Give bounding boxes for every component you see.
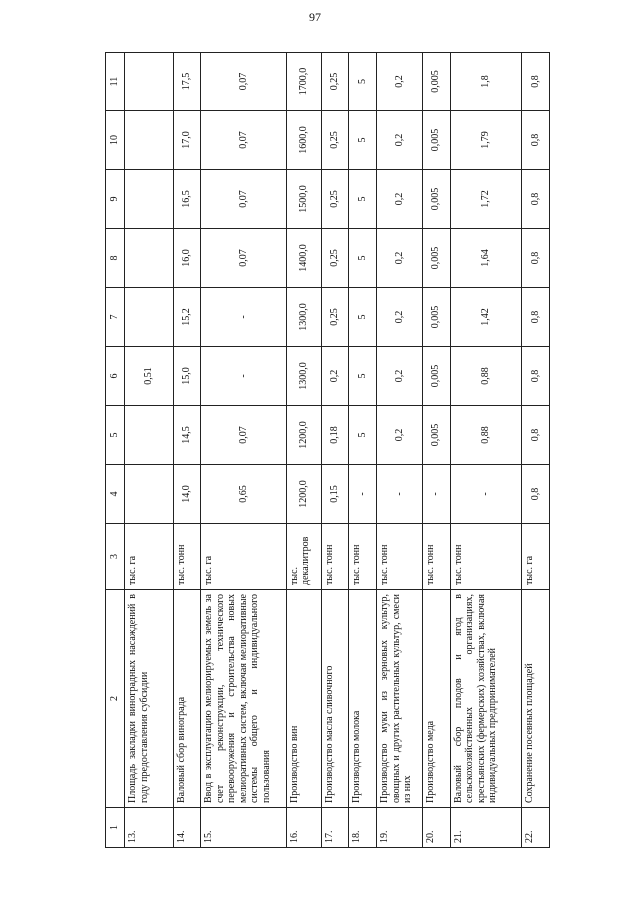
table-row: [125, 53, 174, 848]
table-row: [377, 53, 423, 848]
table-row: [450, 53, 522, 848]
value-cell: 0,8: [522, 111, 550, 170]
value-cell: 5: [349, 111, 377, 170]
table-container: [105, 53, 550, 848]
header-cell: 5: [106, 406, 125, 465]
value-cell: 0,2: [377, 53, 423, 111]
value-cell: 1,72: [450, 170, 522, 229]
row-number: 14.: [173, 808, 201, 848]
value-cell: 1300,0: [286, 347, 321, 406]
value-cell: 14,5: [173, 406, 201, 465]
value-cell: 0,88: [450, 347, 522, 406]
value-cell: 0,18: [321, 406, 349, 465]
row-number: 17.: [321, 808, 349, 848]
value-cell: 0,005: [422, 406, 450, 465]
header-cell: 4: [106, 465, 125, 524]
unit-cell: тыс. тонн: [321, 524, 349, 590]
row-number: 22.: [522, 808, 550, 848]
value-cell: 5: [349, 229, 377, 288]
value-cell: 5: [349, 406, 377, 465]
value-cell: 16,0: [173, 229, 201, 288]
header-cell: 1: [106, 808, 125, 848]
value-cell: 0,8: [522, 406, 550, 465]
indicator-name: Производство муки из зерновых культур, овощных и других растительных культур, смеси из них: [377, 590, 423, 808]
indicator-name: Производство меда: [422, 590, 450, 808]
value-cell: -: [201, 288, 287, 347]
value-cell: 0,8: [522, 53, 550, 111]
value-cell: 0,25: [321, 288, 349, 347]
table-row: [173, 53, 201, 848]
value-cell: 1300,0: [286, 288, 321, 347]
value-cell: 1600,0: [286, 111, 321, 170]
value-cell: 0,25: [321, 229, 349, 288]
value-cell: 0,25: [321, 170, 349, 229]
value-cell: [125, 111, 174, 170]
value-cell: 0,005: [422, 229, 450, 288]
value-cell: [125, 288, 174, 347]
indicator-name: Производство молока: [349, 590, 377, 808]
value-cell: 0,2: [377, 347, 423, 406]
unit-cell: тыс. га: [522, 524, 550, 590]
row-number: 13.: [125, 808, 174, 848]
table-row: [201, 53, 287, 848]
unit-cell: тыс. тонн: [349, 524, 377, 590]
value-cell: 1,42: [450, 288, 522, 347]
value-cell: -: [201, 347, 287, 406]
value-cell: 0,07: [201, 406, 287, 465]
value-cell: 0,07: [201, 229, 287, 288]
value-cell: [125, 53, 174, 111]
value-cell: 0,88: [450, 406, 522, 465]
value-cell: 0,2: [321, 347, 349, 406]
value-cell: [125, 170, 174, 229]
value-cell: 0,07: [201, 53, 287, 111]
value-cell: -: [377, 465, 423, 524]
value-cell: 15,0: [173, 347, 201, 406]
unit-cell: тыс. тонн: [173, 524, 201, 590]
header-cell: 10: [106, 111, 125, 170]
row-number: 21.: [450, 808, 522, 848]
value-cell: 5: [349, 170, 377, 229]
value-cell: 5: [349, 53, 377, 111]
row-number: 19.: [377, 808, 423, 848]
value-cell: [125, 229, 174, 288]
value-cell: 17,0: [173, 111, 201, 170]
value-cell: 5: [349, 347, 377, 406]
header-cell: 2: [106, 590, 125, 808]
value-cell: 1200,0: [286, 406, 321, 465]
header-cell: 9: [106, 170, 125, 229]
header-cell: 3: [106, 524, 125, 590]
value-cell: 1200,0: [286, 465, 321, 524]
value-cell: 16,5: [173, 170, 201, 229]
page-number: 97: [309, 10, 321, 24]
value-cell: 0,25: [321, 53, 349, 111]
value-cell: 1,8: [450, 53, 522, 111]
value-cell: 0,2: [377, 288, 423, 347]
value-cell: 0,25: [321, 111, 349, 170]
indicator-name: Ввод в эксплуатацию мелиорируемых земель за счет реконструкции, технического перевооружения и строительства новых мелиоративных систем, включая мелиоративные системы общего и индивидуального пользования: [201, 590, 287, 808]
row-number: 20.: [422, 808, 450, 848]
value-cell: 1,64: [450, 229, 522, 288]
value-cell: 0,07: [201, 111, 287, 170]
value-cell: 14,0: [173, 465, 201, 524]
indicator-name: Производство масла сливочного: [321, 590, 349, 808]
row-number: 16.: [286, 808, 321, 848]
unit-cell: тыс. га: [125, 524, 174, 590]
value-cell: 0,005: [422, 170, 450, 229]
value-cell: 1700,0: [286, 53, 321, 111]
value-cell: 0,2: [377, 229, 423, 288]
row-number: 18.: [349, 808, 377, 848]
value-cell: 0,005: [422, 347, 450, 406]
indicator-name: Валовый сбор плодов и ягод в сельскохозяйственных организациях, крестьянских (фермерских) хозяйствах, включая индивидуальных предпринимателей: [450, 590, 522, 808]
value-cell: 0,51: [125, 347, 174, 406]
value-cell: 0,2: [377, 170, 423, 229]
indicator-name: Площадь закладки виноградных насаждений в году предоставления субсидии: [125, 590, 174, 808]
header-cell: 7: [106, 288, 125, 347]
value-cell: 0,2: [377, 406, 423, 465]
unit-cell: тыс. декалитров: [286, 524, 321, 590]
row-number: 15.: [201, 808, 287, 848]
value-cell: 0,65: [201, 465, 287, 524]
table-row: [321, 53, 349, 848]
header-cell: 11: [106, 53, 125, 111]
value-cell: -: [450, 465, 522, 524]
unit-cell: тыс. тонн: [377, 524, 423, 590]
value-cell: 15,2: [173, 288, 201, 347]
value-cell: 17,5: [173, 53, 201, 111]
value-cell: [125, 406, 174, 465]
value-cell: 0,005: [422, 53, 450, 111]
value-cell: 5: [349, 288, 377, 347]
value-cell: [125, 465, 174, 524]
value-cell: 0,8: [522, 465, 550, 524]
indicators-table: [105, 52, 550, 848]
header-cell: 6: [106, 347, 125, 406]
indicator-name: Валовый сбор винограда: [173, 590, 201, 808]
value-cell: 0,2: [377, 111, 423, 170]
unit-cell: тыс. тонн: [422, 524, 450, 590]
value-cell: 0,8: [522, 229, 550, 288]
value-cell: 0,07: [201, 170, 287, 229]
value-cell: 0,8: [522, 347, 550, 406]
value-cell: 1400,0: [286, 229, 321, 288]
header-row: [106, 53, 125, 848]
value-cell: 0,8: [522, 170, 550, 229]
indicator-name: Производство вин: [286, 590, 321, 808]
table-row: [349, 53, 377, 848]
table-row: [286, 53, 321, 848]
value-cell: 0,15: [321, 465, 349, 524]
value-cell: 0,005: [422, 111, 450, 170]
unit-cell: тыс. тонн: [450, 524, 522, 590]
table-row: [422, 53, 450, 848]
value-cell: -: [349, 465, 377, 524]
value-cell: -: [422, 465, 450, 524]
header-cell: 8: [106, 229, 125, 288]
unit-cell: тыс. га: [201, 524, 287, 590]
value-cell: 0,005: [422, 288, 450, 347]
value-cell: 0,8: [522, 288, 550, 347]
value-cell: 1500,0: [286, 170, 321, 229]
indicator-name: Сохранение посевных площадей: [522, 590, 550, 808]
value-cell: 1,79: [450, 111, 522, 170]
table-row: [522, 53, 550, 848]
